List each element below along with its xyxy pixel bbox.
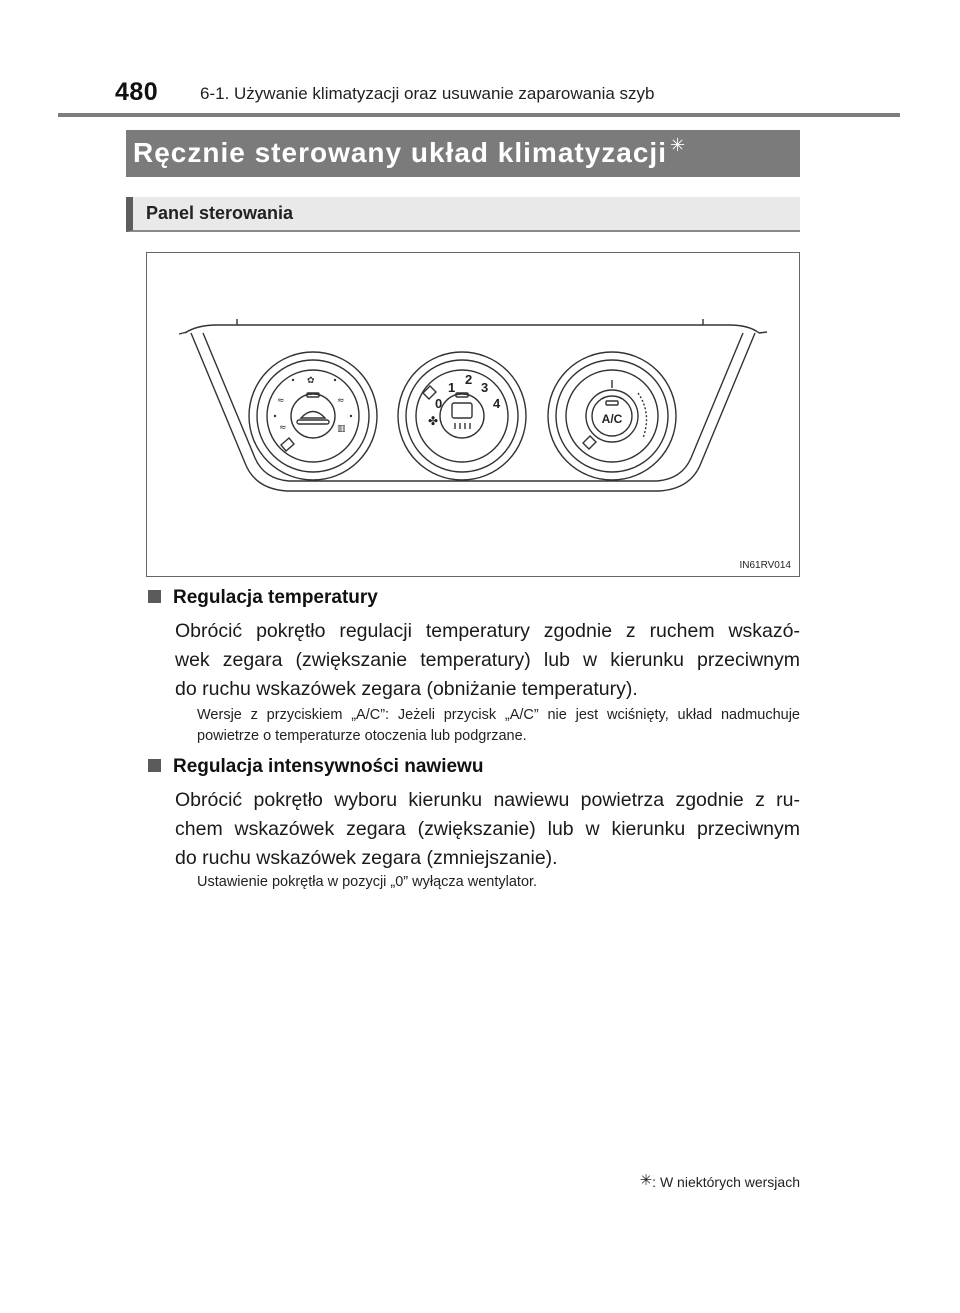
body-line: do ruchu wskazówek zegara (zmniejszanie). <box>175 847 558 869</box>
fan-number-1: 1 <box>448 380 456 395</box>
note-temperature: Wersje z przyciskiem „A/C”: Jeżeli przycisk „A/C” nie jest wciśnięty, układ nadmuchuje powietrze o temperaturze otoczenia lub podgrzane. <box>197 707 800 744</box>
body-line: do ruchu wskazówek zegara (obniżanie temperatury). <box>175 678 638 700</box>
control-panel-illustration <box>147 253 799 576</box>
asterisk-icon: ✳ <box>639 1172 653 1189</box>
body-line: Obrócić pokrętło wyboru kierunku nawiewu powietrza zgodnie z ru- <box>175 789 800 811</box>
control-panel-figure <box>146 252 800 577</box>
body-line: wek zegara (zwiększanie temperatury) lub w kierunku przeciwnym <box>175 649 800 671</box>
section-title-bar <box>126 130 800 177</box>
section-title-text: Ręcznie sterowany układ klimatyzacji <box>133 137 667 168</box>
heading-fan-speed-text: Regulacja intensywności nawiewu <box>173 756 484 777</box>
asterisk-icon: ✳ <box>669 135 687 155</box>
heading-temperature-text: Regulacja temperatury <box>173 587 378 608</box>
header-rule <box>58 113 900 117</box>
footnote-text: : W niektórych wersjach <box>652 1174 800 1190</box>
heading-fan-speed <box>148 756 483 778</box>
subsection-title-bar <box>126 197 800 232</box>
ac-label: A/C <box>601 412 623 426</box>
note-fan-speed: Ustawienie pokrętła w pozycji „0” wyłącza wentylator. <box>197 874 538 890</box>
body-fan-speed <box>175 786 800 873</box>
body-line: chem wskazówek zegara (zwiększanie) lub w kierunku przeciwnym <box>175 818 800 840</box>
fan-number-3: 3 <box>481 380 489 395</box>
fan-number-0: 0 <box>435 396 443 411</box>
svg-text:✿: ✿ <box>307 376 315 386</box>
heading-temperature <box>148 587 378 609</box>
figure-code: IN61RV014 <box>739 560 791 571</box>
footnote <box>640 1174 800 1192</box>
body-temperature <box>175 617 800 704</box>
page-number: 480 <box>115 78 159 106</box>
svg-text:≈: ≈ <box>279 423 287 433</box>
fan-number-4: 4 <box>493 396 501 411</box>
svg-text:≈: ≈ <box>277 396 285 406</box>
svg-text:▥: ▥ <box>337 424 346 434</box>
fan-number-2: 2 <box>465 372 473 387</box>
square-bullet-icon <box>148 759 161 772</box>
body-line: Obrócić pokrętło regulacji temperatury zgodnie z ruchem wskazó- <box>175 620 800 642</box>
svg-text:≈: ≈ <box>337 396 345 406</box>
chapter-title: 6-1. Używanie klimatyzacji oraz usuwanie zaparowania szyb <box>200 84 655 103</box>
section-title <box>133 137 686 169</box>
subsection-title: Panel sterowania <box>146 203 294 223</box>
fan-icon: ✤ <box>428 414 439 428</box>
square-bullet-icon <box>148 590 161 603</box>
